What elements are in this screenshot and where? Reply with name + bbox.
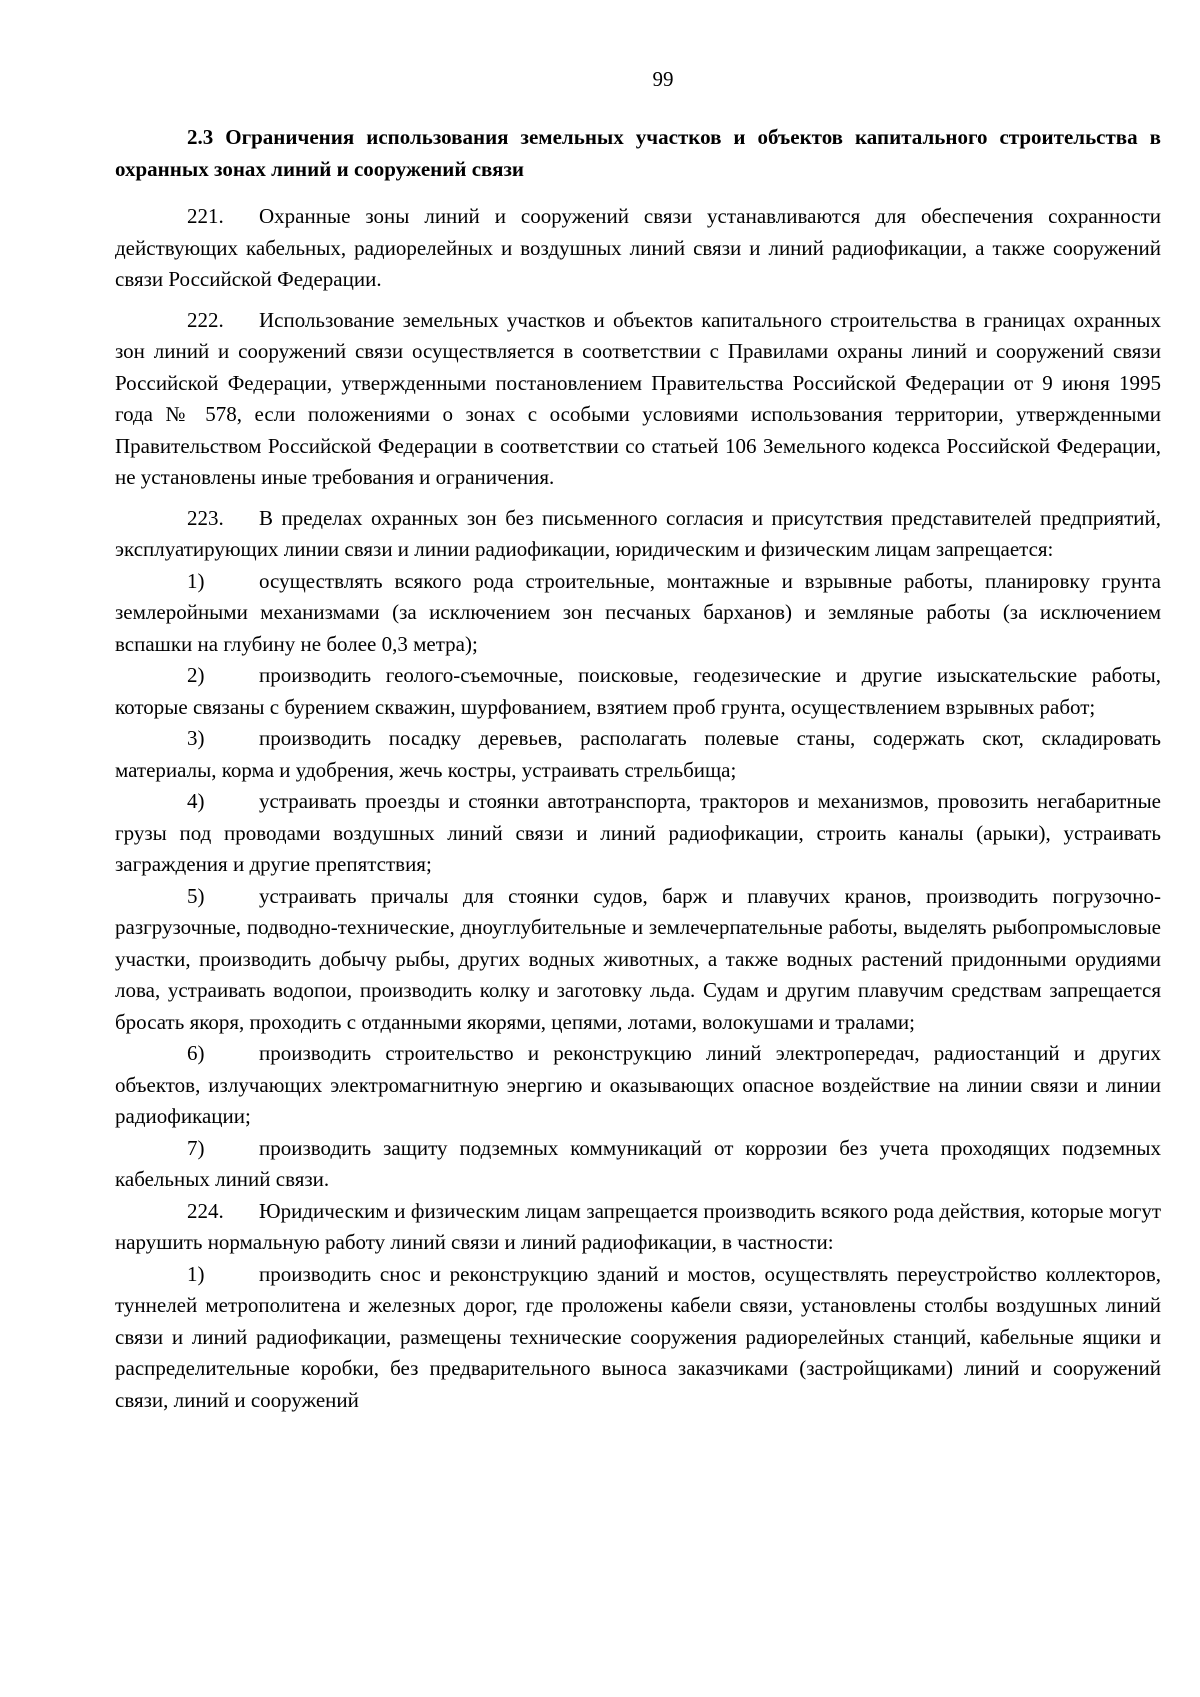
list-item-number: 1): [187, 568, 205, 593]
list-item-number: 2): [187, 663, 205, 687]
paragraph-223: [115, 503, 1161, 566]
list-item-text: производить геолого-съемочные, поисковые, геодезические и другие изыскательские работы, которые связаны с бурением скважин, шурфованием, взятием проб грунта, осуществлением взрывных работ;: [115, 663, 1161, 719]
list-item: [115, 1038, 1161, 1133]
paragraph-222: [115, 305, 1161, 494]
paragraph-224: [115, 1196, 1161, 1259]
list-item: [115, 1133, 1161, 1196]
list-item: [115, 786, 1161, 881]
list-item-number: 7): [187, 1135, 205, 1160]
list-item: [115, 1259, 1161, 1417]
list-item-number: 5): [187, 883, 205, 908]
paragraph-number: 223.: [187, 505, 224, 530]
paragraph-text: В пределах охранных зон без письменного согласия и присутствия представителей предприятий, эксплуатирующих линии связи и линии радиофикации, юридическим и физическим лицам запрещается:: [115, 505, 1161, 561]
paragraph-text: Юридическим и физическим лицам запрещается производить всякого рода действия, которые могут нарушить нормальную работу линий связи и линий радиофикации, в частности:: [115, 1198, 1161, 1254]
list-item-number: 1): [187, 1261, 205, 1286]
paragraph-text: Охранные зоны линий и сооружений связи устанавливаются для обеспечения сохранности действующих кабельных, радиорелейных и воздушных линий связи и линий радиофикации, а также сооружений связи Российской Федерации.: [115, 204, 1161, 291]
paragraph-number: 221.: [187, 204, 224, 228]
list-item-text: устраивать проезды и стоянки автотранспорта, тракторов и механизмов, провозить негабаритные грузы под проводами воздушных линий связи и линий радиофикации, строить каналы (арыки), устраивать заграждения и другие препятствия;: [115, 789, 1161, 876]
paragraph-text: Использование земельных участков и объектов капитального строительства в границах охранных зон линий и сооружений связи осуществляется в соответствии с Правилами охраны линий и сооружений связи Российской Федерации, утвержденными постановлением Правительства Российской Федерации от 9 июня 1995 года № 578, если положениями о зонах с особыми условиями использования территории, утвержденными Правительством Российской Федерации в соответствии со статьей 106 Земельного кодекса Российской Федерации, не установлены иные требования и ограничения.: [115, 307, 1161, 489]
paragraph-number: 222.: [187, 307, 224, 332]
paragraph-number: 224.: [187, 1198, 224, 1223]
list-item-text: устраивать причалы для стоянки судов, барж и плавучих кранов, производить погрузочно-разгрузочные, подводно-технические, дноуглубительные и землечерпательные работы, выделять рыбопромысловые участки, производить добычу рыбы, других водных животных, а также водных растений придонными орудиями лова, устраивать водопои, производить колку и заготовку льда. Судам и другим плавучим средствам запрещается бросать якоря, проходить с отданными якорями, цепями, лотами, волокушами и тралами;: [115, 883, 1161, 1034]
list-item: [115, 660, 1161, 723]
list-item-number: 4): [187, 789, 205, 813]
list-item: [115, 723, 1161, 786]
paragraph-221: [115, 201, 1161, 296]
list-item-text: производить защиту подземных коммуникаций от коррозии без учета проходящих подземных кабельных линий связи.: [115, 1135, 1161, 1191]
list-item-number: 3): [187, 726, 205, 750]
list-item: [115, 566, 1161, 661]
list-item-text: производить строительство и реконструкцию линий электропередач, радиостанций и других объектов, излучающих электромагнитную энергию и оказывающих опасное воздействие на линии связи и линии радиофикации;: [115, 1041, 1161, 1128]
page-number: 99: [652, 67, 674, 91]
list-item-number: 6): [187, 1041, 205, 1065]
document-page: [115, 66, 1161, 1416]
list-item-text: производить посадку деревьев, располагать полевые станы, содержать скот, складировать материалы, корма и удобрения, жечь костры, устраивать стрельбища;: [115, 726, 1161, 782]
list-item: [115, 881, 1161, 1039]
list-item-text: производить снос и реконструкцию зданий и мостов, осуществлять переустройство коллекторов, туннелей метрополитена и железных дорог, где проложены кабели связи, установлены столбы воздушных линий связи и линий радиофикации, размещены технические сооружения радиорелейных станций, кабельные ящики и распределительные коробки, без предварительного выноса заказчиками (застройщиками) линий и сооружений связи, линий и сооружений: [115, 1261, 1161, 1412]
list-item-text: осуществлять всякого рода строительные, монтажные и взрывные работы, планировку грунта землеройными механизмами (за исключением зон песчаных барханов) и земляные работы (за исключением вспашки на глубину не более 0,3 метра);: [115, 568, 1161, 656]
section-heading: 2.3 Ограничения использования земельных участков и объектов капитального строительства в охранных зонах линий и сооружений связи: [115, 125, 1161, 181]
